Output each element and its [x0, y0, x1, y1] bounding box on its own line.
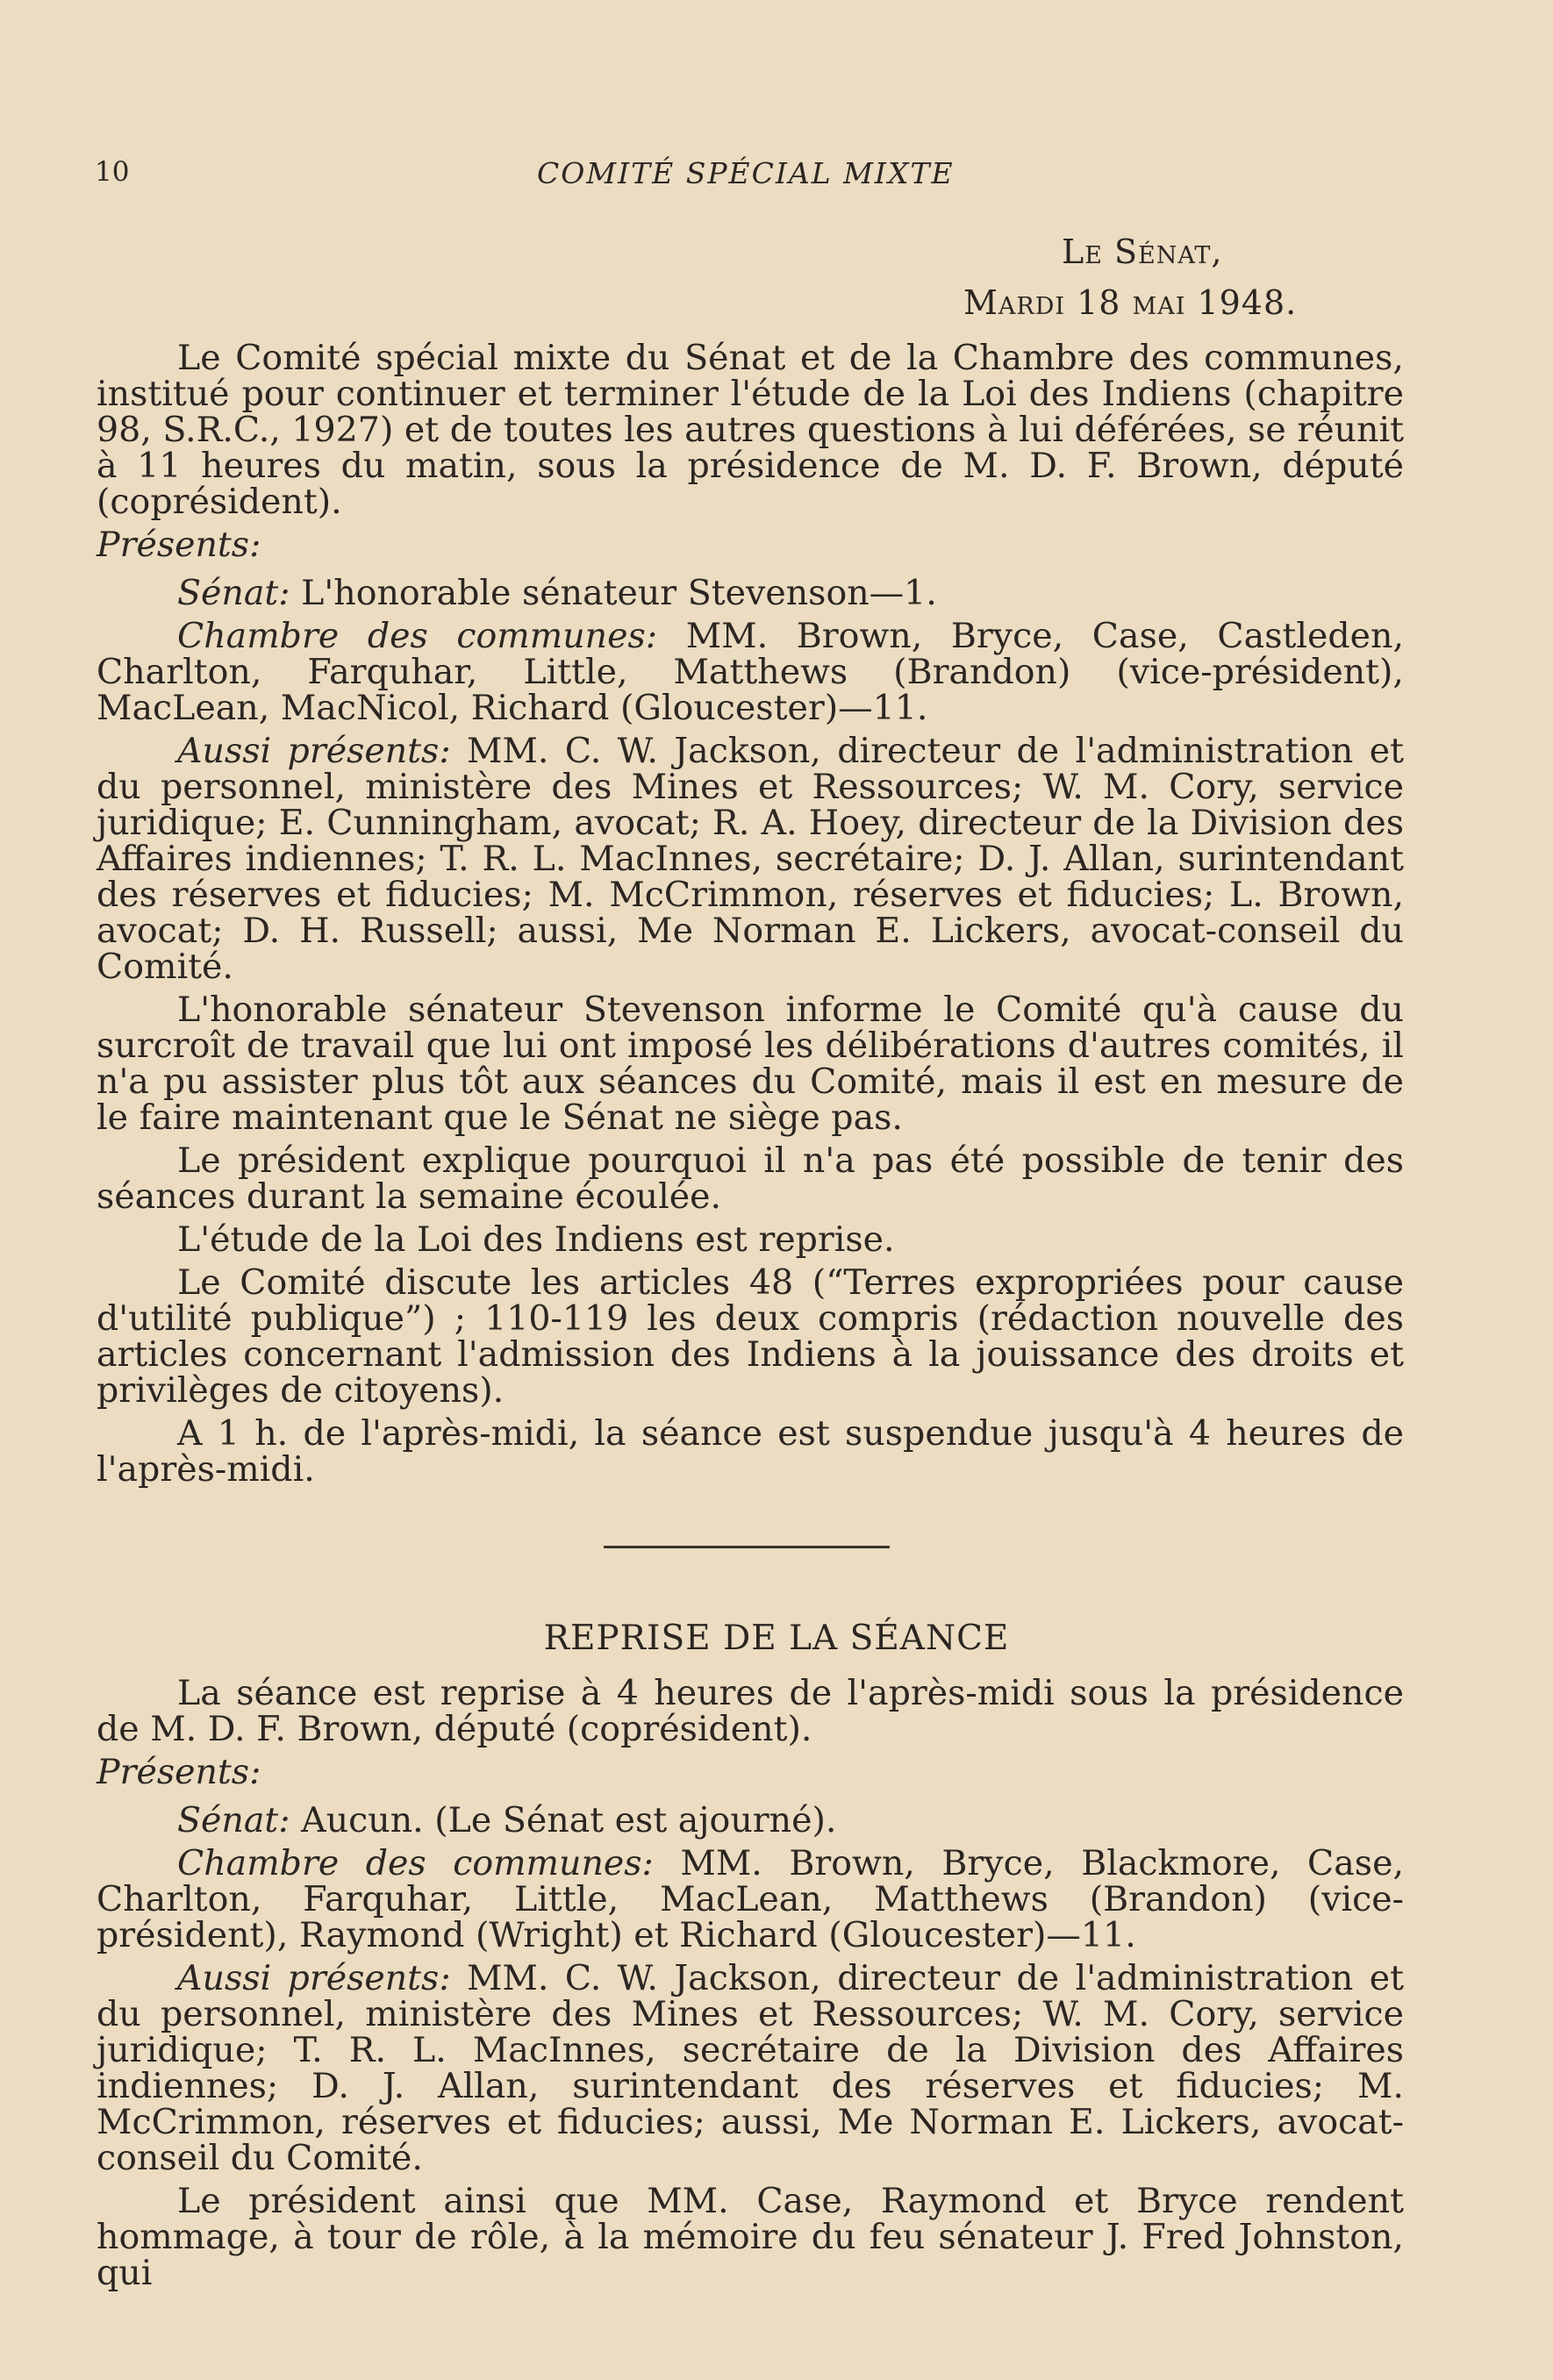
- also-present-text: MM. C. W. Jackson, directeur de l'administration et du personnel, ministère des Mines et Ressources; W. M. Cory, service juridique; E. Cunningham, avocat; R. A. Hoey, directeur de la Division des Affaires indiennes; T. R. L. MacInnes, secrétaire; D. J. Allan, surintendant des réserves et fiducies; M. McCrimmon, réserves et fiducies; L. Brown, avocat; D. H. Russell; aussi, Me Norman E. Lickers, avocat-conseil du Comité.: [97, 731, 1405, 987]
- presents-heading: Présents:: [97, 1752, 261, 1792]
- also-present-label: Aussi présents:: [177, 1958, 451, 1998]
- also-present: [97, 733, 1404, 985]
- page-number: 10: [95, 156, 130, 188]
- commons-attendance: [97, 618, 1404, 726]
- paragraph: Le président explique pourquoi il n'a pas été possible de tenir des séances durant la semaine écoulée.: [97, 1140, 1404, 1217]
- senate-text: L'honorable sénateur Stevenson—1.: [290, 573, 937, 613]
- senate-label: Sénat:: [177, 573, 290, 613]
- dateline-date: Mardi 18 mai 1948.: [963, 283, 1298, 322]
- commons-label: Chambre des communes:: [177, 1843, 654, 1883]
- also-present-text: MM. C. W. Jackson, directeur de l'administration et du personnel, ministère des Mines et Ressources; W. M. Cory, service juridique; T. R. L. MacInnes, secrétaire de la Division des Affaires indiennes; D. J. Allan, surintendant des réserves et fiducies; M. McCrimmon, réserves et fiducies; aussi, Me Norman E. Lickers, avocat-conseil du Comité.: [97, 1958, 1405, 2178]
- commons-label: Chambre des communes:: [177, 616, 658, 656]
- senate-attendance: [97, 575, 1404, 611]
- paragraph: L'étude de la Loi des Indiens est reprise.: [177, 1219, 895, 1260]
- morning-session-minutes: [97, 340, 1404, 1495]
- dateline-place: Le Sénat,: [1062, 232, 1223, 271]
- senate-text: Aucun. (Le Sénat est ajourné).: [290, 1800, 837, 1840]
- paragraph: Le Comité discute les articles 48 (“Terres expropriées pour cause d'utilité publique”) ; 110-119 les deux compris (rédaction nouvelle des articles concernant l'admission des Indiens à la jouissance des droits et privilèges de citoyens).: [97, 1262, 1404, 1411]
- section-title: REPRISE DE LA SÉANCE: [543, 1619, 1010, 1658]
- session-intro: Le Comité spécial mixte du Sénat et de la Chambre des communes, institué pour continuer et terminer l'étude de la Loi des Indiens (chapitre 98, S.R.C., 1927) et de toutes les autres questions à lui déférées, se réunit à 11 heures du matin, sous la présidence de M. D. F. Brown, député (coprésident).: [97, 338, 1404, 522]
- also-present-label: Aussi présents:: [177, 731, 451, 771]
- section-divider: [604, 1546, 890, 1548]
- commons-text: MM. Brown, Bryce, Case, Castleden, Charlton, Farquhar, Little, Matthews (Brandon) (vice-président), MacLean, MacNicol, Richard (Gloucester)—11.: [97, 616, 1404, 728]
- senate-label: Sénat:: [177, 1800, 290, 1840]
- afternoon-session-minutes: [97, 1673, 1405, 2298]
- paragraph: A 1 h. de l'après-midi, la séance est suspendue jusqu'à 4 heures de l'après-midi.: [97, 1413, 1404, 1490]
- presents-heading: Présents:: [97, 525, 261, 565]
- senate-attendance: [97, 1800, 1404, 1840]
- running-header-title: COMITÉ SPÉCIAL MIXTE: [537, 156, 955, 190]
- commons-attendance: [97, 1843, 1405, 1955]
- commons-text: MM. Brown, Bryce, Blackmore, Case, Charlton, Farquhar, Little, MacLean, Matthews (Brandon) (vice-président), Raymond (Wright) et Richard (Gloucester)—11.: [97, 1843, 1405, 1955]
- session-intro: La séance est reprise à 4 heures de l'après-midi sous la présidence de M. D. F. Brown, député (coprésident).: [97, 1673, 1404, 1749]
- also-present: [97, 1958, 1405, 2178]
- paragraph: L'honorable sénateur Stevenson informe le Comité qu'à cause du surcroît de travail que lui ont imposé les délibérations d'autres comités, il n'a pu assister plus tôt aux séances du Comité, mais il est en mesure de le faire maintenant que le Sénat ne siège pas.: [97, 990, 1404, 1138]
- paragraph: Le président ainsi que MM. Case, Raymond et Bryce rendent hommage, à tour de rôle, à la mémoire du feu sénateur J. Fred Johnston, qui: [97, 2181, 1404, 2293]
